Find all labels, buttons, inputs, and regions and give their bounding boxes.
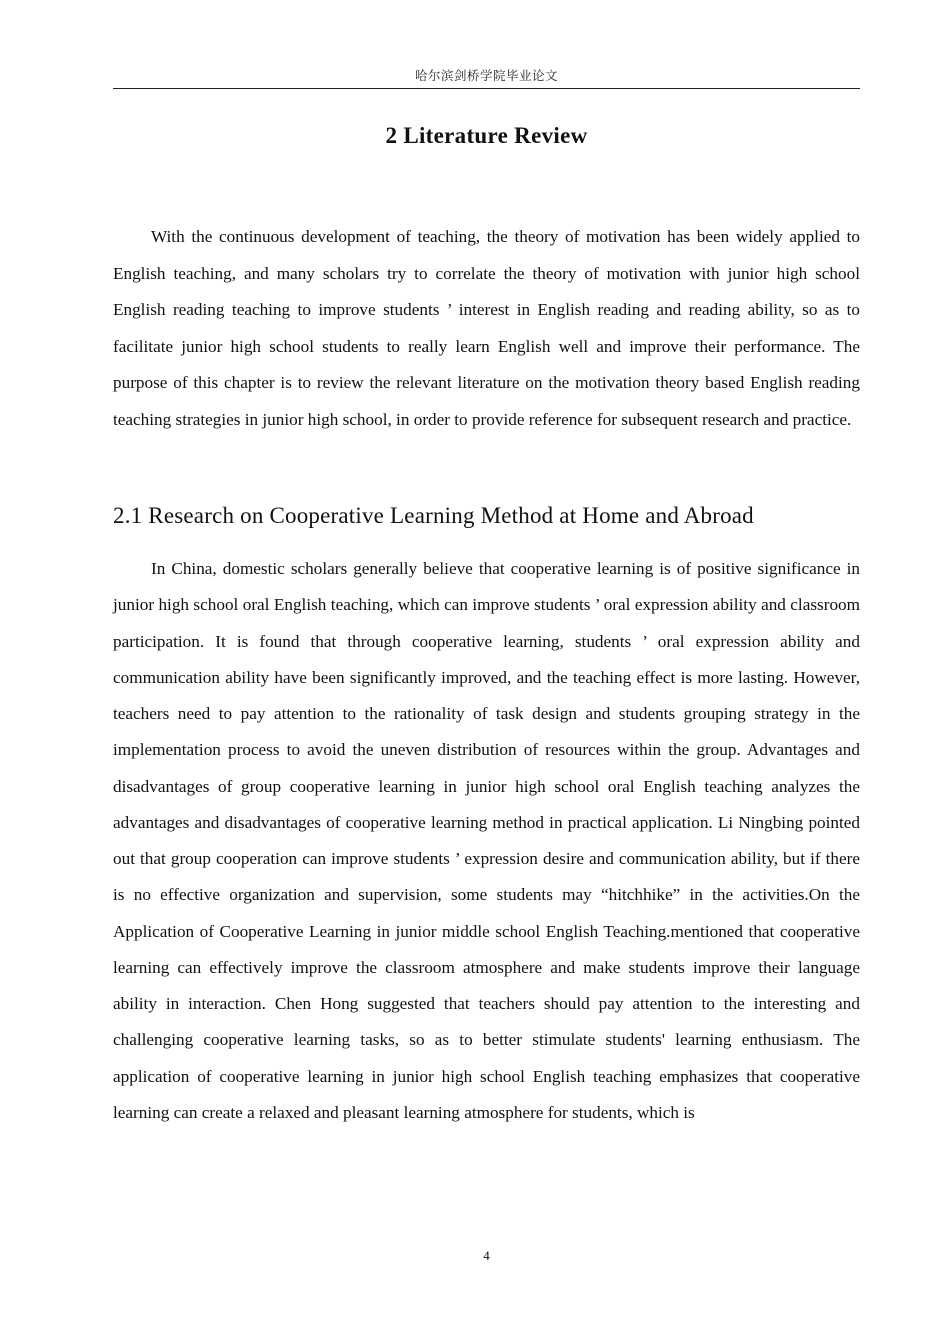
intro-paragraph: With the continuous development of teaching, the theory of motivation has been widely applied to English teaching, and many scholars try to correlate the theory of motivation with junior high school English reading teaching to improve students ’ interest in English reading and reading ability, so as to facilitate junior high school students to really learn English well and improve their performance. The purpose of this chapter is to review the relevant literature on the motivation theory based English reading teaching strategies in junior high school, in order to provide reference for subsequent research and practice. [113, 227, 860, 429]
section-paragraph: In China, domestic scholars generally believe that cooperative learning is of positive significance in junior high school oral English teaching, which can improve students ’ oral expression ability and classroom participation. It is found that through cooperative learning, students ’ oral expression ability and communication ability have been significantly improved, and the teaching effect is more lasting. However, teachers need to pay attention to the rationality of task design and students grouping strategy in the implementation process to avoid the uneven distribution of resources within the group. Advantages and disadvantages of group cooperative learning in junior high school oral English teaching analyzes the advantages and disadvantages of cooperative learning method in practical application. Li Ningbing pointed out that group cooperation can improve students ’ expression desire and communication ability, but if there is no effective organization and supervision, some students may “hitchhike” in the activities.On the Application of Cooperative Learning in junior middle school English Teaching.mentioned that cooperative learning can effectively improve the classroom atmosphere and make students improve their language ability in interaction. Chen Hong suggested that teachers should pay attention to the interesting and challenging cooperative learning tasks, so as to better stimulate students' learning enthusiasm. The application of cooperative learning in junior high school English teaching emphasizes that cooperative learning can create a relaxed and pleasant learning atmosphere for students, which is [113, 559, 860, 1122]
header-divider [113, 88, 860, 89]
chapter-title: 2 Literature Review [385, 123, 588, 148]
page-number: 4 [483, 1248, 490, 1263]
running-header: 哈尔滨剑桥学院毕业论文 [414, 68, 558, 83]
section-heading: 2.1 Research on Cooperative Learning Method at Home and Abroad [113, 503, 754, 528]
